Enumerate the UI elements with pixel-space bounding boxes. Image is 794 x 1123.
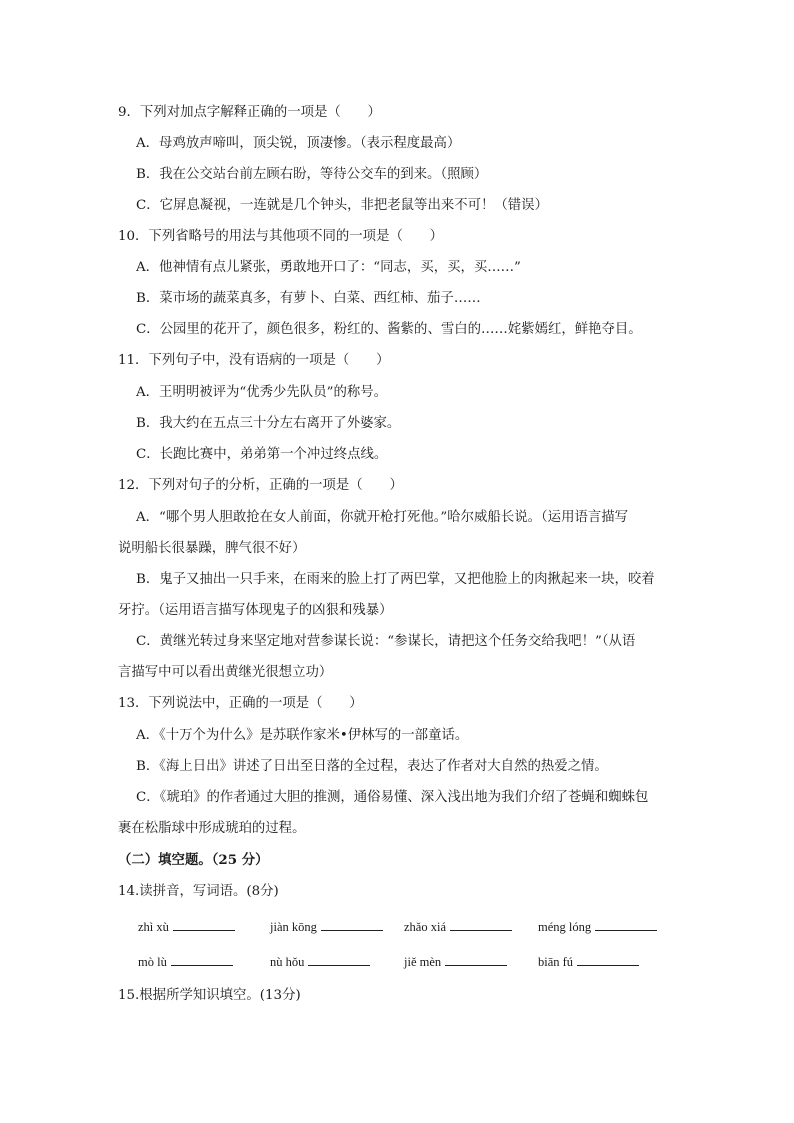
pinyin-item xyxy=(138,952,233,971)
pinyin-text: biān fú xyxy=(538,955,574,969)
q12-option-a-line1: A．“哪个男人胆敢抢在女人前面，你就开枪打死他。”哈尔威船长说。（运用语言描写 xyxy=(136,510,629,525)
q9-option-a: A．母鸡放声啼叫，顶尖锐，顶凄惨。（表示程度最高） xyxy=(136,136,461,151)
q11-option-b: B．我大约在五点三十分左右离开了外婆家。 xyxy=(136,416,401,431)
pinyin-text: mò lù xyxy=(138,955,167,969)
q10-option-b: B．菜市场的蔬菜真多，有萝卜、白菜、西红柿、茄子…… xyxy=(136,291,481,306)
pinyin-text: jiàn kōng xyxy=(270,920,317,934)
pinyin-item xyxy=(404,952,507,971)
pinyin-row-2 xyxy=(138,952,698,970)
q12-option-b-line2: 牙拧。（运用语言描写体现鬼子的凶狠和残暴） xyxy=(118,603,393,618)
q9-option-c: C．它屏息凝视，一连就是几个钟头，非把老鼠等出来不可！（错误） xyxy=(136,198,548,213)
pinyin-text: zhì xù xyxy=(138,920,169,934)
pinyin-item xyxy=(270,917,383,936)
pinyin-row-1 xyxy=(138,917,698,935)
q14-stem: 14.读拼音，写词语。(8分) xyxy=(118,884,279,899)
answer-blank[interactable] xyxy=(450,917,512,931)
pinyin-item xyxy=(138,917,235,936)
q15-stem: 15.根据所学知识填空。(13分) xyxy=(118,988,301,1003)
q13-option-a: A．《十万个为什么》是苏联作家米•伊林写的一部童话。 xyxy=(136,728,469,743)
q13-option-c-line2: 裹在松脂球中形成琥珀的过程。 xyxy=(118,821,306,836)
q12-option-c-line1: C．黄继光转过身来坚定地对营参谋长说：“参谋长，请把这个任务交给我吧！”（从语 xyxy=(136,634,636,649)
q10-option-c: C．公园里的花开了，颜色很多，粉红的、酱紫的、雪白的……姹紫嫣红，鲜艳夺目。 xyxy=(136,322,642,337)
pinyin-item xyxy=(538,952,639,971)
q12-option-b-line1: B．鬼子又抽出一只手来，在雨来的脸上打了两巴掌，又把他脸上的肉揪起来一块，咬着 xyxy=(136,572,655,587)
pinyin-item xyxy=(404,917,512,936)
q9-option-b: B．我在公交站台前左顾右盼，等待公交车的到来。（照顾） xyxy=(136,167,488,182)
answer-blank[interactable] xyxy=(595,917,657,931)
q12-option-a-line2: 说明船长很暴躁，脾气很不好） xyxy=(118,541,306,556)
pinyin-text: zhǎo xiá xyxy=(404,920,446,934)
q9-stem: 9．下列对加点字解释正确的一项是（ ） xyxy=(118,105,381,120)
q12-option-c-line2: 言描写中可以看出黄继光很想立功） xyxy=(118,665,333,680)
pinyin-item xyxy=(270,952,370,971)
pinyin-text: méng lóng xyxy=(538,920,592,934)
q11-option-a: A．王明明被评为“优秀少先队员”的称号。 xyxy=(136,385,388,400)
pinyin-item xyxy=(538,917,657,936)
answer-blank[interactable] xyxy=(445,952,507,966)
q13-stem: 13．下列说法中，正确的一项是（ ） xyxy=(118,696,363,711)
pinyin-text: jiě mèn xyxy=(404,955,442,969)
q12-stem: 12．下列对句子的分析，正确的一项是（ ） xyxy=(118,478,403,493)
q10-stem: 10．下列省略号的用法与其他项不同的一项是（ ） xyxy=(118,229,444,244)
section-fill-in-title: （二）填空题。（25 分） xyxy=(118,852,269,868)
pinyin-text: nù hǒu xyxy=(270,955,305,969)
answer-blank[interactable] xyxy=(171,952,233,966)
q13-option-c-line1: C．《琥珀》的作者通过大胆的推测，通俗易懂、深入浅出地为我们介绍了苍蝇和蜘蛛包 xyxy=(136,790,649,805)
answer-blank[interactable] xyxy=(308,952,370,966)
q13-option-b: B．《海上日出》讲述了日出至日落的全过程，表达了作者对大自然的热爱之情。 xyxy=(136,759,608,774)
answer-blank[interactable] xyxy=(173,917,235,931)
answer-blank[interactable] xyxy=(577,952,639,966)
q10-option-a: A．他神情有点儿紧张，勇敢地开口了：“同志，买，买，买……” xyxy=(136,260,521,275)
q11-stem: 11．下列句子中，没有语病的一项是（ ） xyxy=(118,353,390,368)
q11-option-c: C．长跑比赛中，弟弟第一个冲过终点线。 xyxy=(136,447,388,462)
answer-blank[interactable] xyxy=(321,917,383,931)
